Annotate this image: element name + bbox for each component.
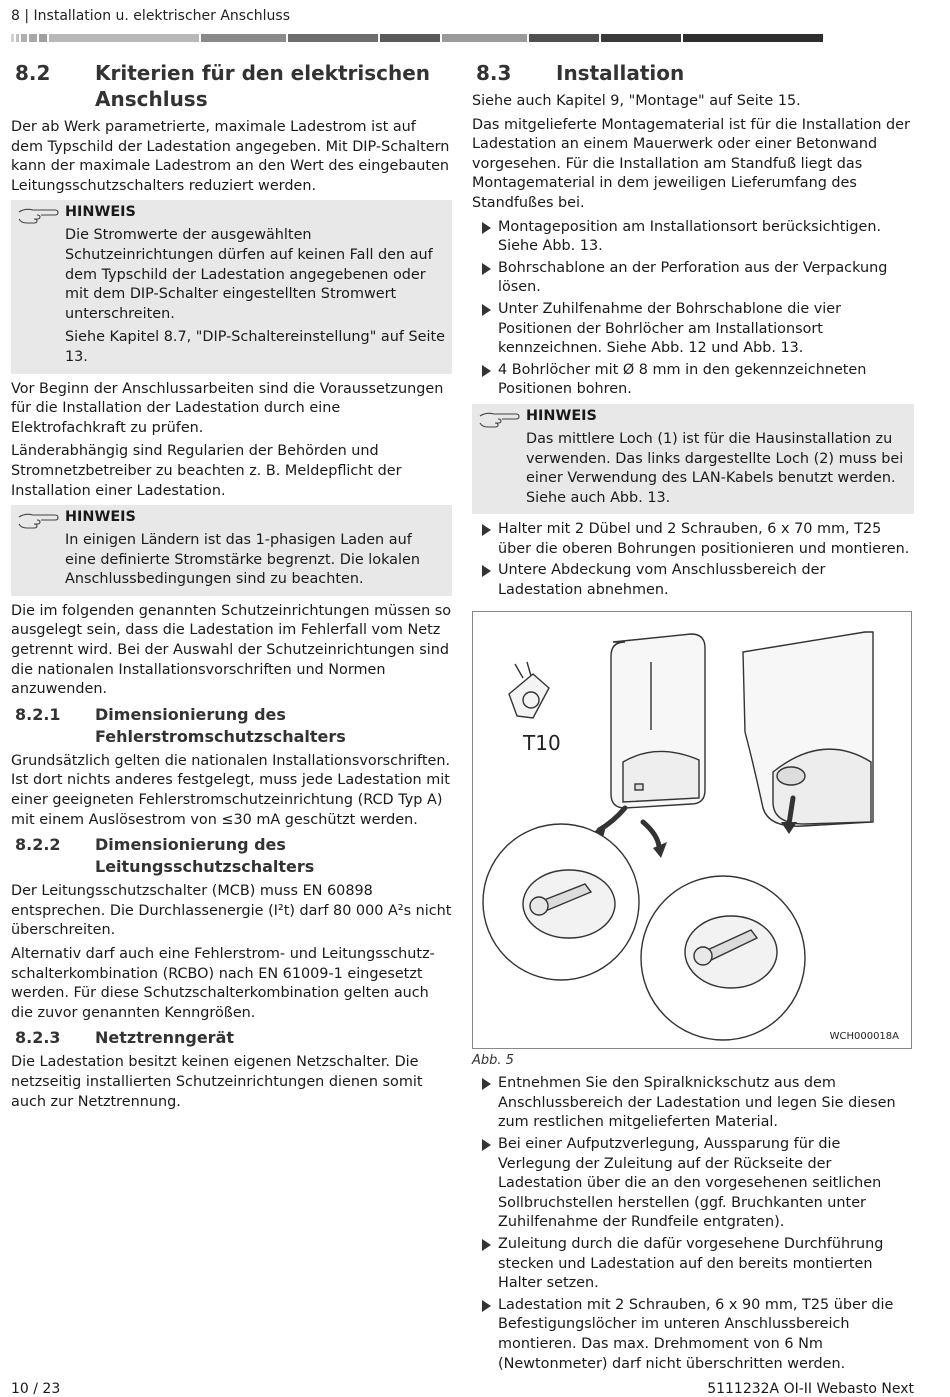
- figure-code: WCH000018A: [829, 1030, 899, 1042]
- bullet-triangle-icon: [482, 263, 491, 275]
- steps-list-3: [472, 1074, 914, 1374]
- list-item: Ladestation mit 2 Schrauben, 6 x 90 mm, T25 über die Befestigungslöcher im unteren Anschlussbereich montieren. Das max. Drehmoment von 6 Nm (Newtonmeter) darf nicht überschritten werden.: [472, 1296, 914, 1374]
- list-item: 4 Bohrlöcher mit Ø 8 mm in den gekennzeichneten Positionen bohren.: [472, 361, 914, 400]
- note-3-title: HINWEIS: [526, 407, 597, 424]
- header-title: Installation u. elektrischer Anschluss: [33, 8, 291, 24]
- tool-label: T10: [523, 730, 561, 755]
- list-item: Untere Abdeckung vom Anschlussbereich der Ladestation abnehmen.: [472, 561, 914, 600]
- bullet-triangle-icon: [482, 222, 491, 234]
- torx-tool-icon: [509, 662, 549, 718]
- s821-paragraph-1: Grundsätzlich gelten die nationalen Installationsvorschriften. Ist dort nichts anderes festgelegt, muss jede Ladestation mit einer geeigneten Fehlerstromschutzeinrichtung (RCD Typ A) mit einem Auslösestrom von ≤30 mA geschützt werden.: [11, 752, 451, 828]
- s822-paragraph-2: Alternativ darf auch eine Fehlerstrom- und Leitungsschutz-schalterkombination (RCBO) nach EN 61009-1 eingesetzt werden. Für diese Schutzschalterkombination gelten auch die zuvor genannten Kenngrößen.: [11, 946, 435, 1021]
- list-item: Unter Zuhilfenahme der Bohrschablone die vier Positionen der Bohrlöcher am Installationsort kennzeichnen. Siehe Abb. 12 und Abb. 13.: [472, 300, 914, 359]
- bullet-triangle-icon: [482, 304, 491, 316]
- note-box-1: [11, 200, 452, 373]
- section-8-3-heading: 8.3 Installation: [476, 61, 685, 85]
- steps-list-1: [472, 218, 914, 400]
- steps-list-2: [472, 520, 914, 600]
- note-1-text: Die Stromwerte der ausgewählten Schutzeinrichtungen dürfen auf keinen Fall den auf dem Typschild der Ladestation angegebenen oder mit dem DIP-Schalter eingestellten Stromwert unterschreiten.: [65, 227, 433, 322]
- bullet-triangle-icon: [482, 524, 491, 536]
- footer-document-id: 5111232A OI-II Webasto Next: [707, 1381, 914, 1397]
- s822-paragraph-1: Der Leitungsschutzschalter (MCB) muss EN 60898 entsprechen. Die Durchlassenergie (I²t) darf 80 000 A²s nicht überschreiten.: [11, 883, 452, 939]
- section-8-2-2-heading: 8.2.2 Dimensionierung des Leitungsschutzschalters: [15, 835, 315, 877]
- section-8-2-heading: 8.2 Kriterien für den elektrischen Anschluss: [15, 61, 431, 111]
- pointing-hand-icon: [478, 408, 522, 430]
- detail-circle-right: [641, 876, 805, 1040]
- note-1-title: HINWEIS: [65, 204, 136, 221]
- s82-paragraph-1: Der ab Werk parametrierte, maximale Ladestrom ist auf dem Typschild der Ladestation angegeben. Mit DIP-Schaltern kann der maximale Ladestrom an den Wert des eingebauten Leitungsschutzschalters reduziert werden.: [11, 119, 450, 194]
- note-box-2: [11, 505, 452, 596]
- section-8-2-3-heading: 8.2.3 Netztrenngerät: [15, 1028, 235, 1048]
- header-decor-bar: [11, 34, 914, 42]
- list-item: Zuleitung durch die dafür vorgesehene Durchführung stecken und Ladestation auf den bereits montierten Halter setzen.: [472, 1235, 914, 1294]
- header-separator: |: [24, 8, 30, 24]
- page-header: [11, 8, 290, 24]
- note-1-reference: Siehe Kapitel 8.7, "DIP-Schaltereinstellung" auf Seite 13.: [65, 329, 445, 365]
- s82-paragraph-2: Vor Beginn der Anschlussarbeiten sind die Voraussetzungen für die Installation der Ladestation durch eine Elektrofachkraft zu prüfen.: [11, 380, 444, 436]
- figure-abb-5: [472, 611, 912, 1049]
- bullet-triangle-icon: [482, 365, 491, 377]
- figure-caption: Abb. 5: [472, 1052, 514, 1068]
- bullet-triangle-icon: [482, 1300, 491, 1312]
- footer-page-number: 10 / 23: [11, 1381, 61, 1397]
- note-2-title: HINWEIS: [65, 509, 136, 526]
- s83-paragraph-1: Siehe auch Kapitel 9, "Montage" auf Seite 15.: [472, 93, 801, 109]
- list-item: Montageposition am Installationsort berücksichtigen. Siehe Abb. 13.: [472, 218, 914, 257]
- pointing-hand-icon: [17, 509, 61, 531]
- s83-paragraph-2: Das mitgelieferte Montagematerial ist für die Installation der Ladestation an einem Mauerwerk oder einer Betonwand vorgesehen. Für die Installation am Standfuß liegt das Montagematerial in dem jeweiligen Lieferumfang des Standfußes bei.: [472, 116, 910, 211]
- section-8-2-1-heading: 8.2.1 Dimensionierung des Fehlerstromschutzschalters: [15, 704, 346, 746]
- s82-paragraph-3: Länderabhängig sind Regularien der Behörden und Stromnetzbetreiber zu beachten z. B. Meldepflicht der Installation einer Ladestation.: [11, 443, 402, 499]
- s823-paragraph-1: Die Ladestation besitzt keinen eigenen Netzschalter. Die netzseitig installierten Schutzeinrichtungen dienen somit auch zur Netztrennung.: [11, 1054, 423, 1110]
- note-3-text: Das mittlere Loch (1) ist für die Hausinstallation zu verwenden. Das links dargestellte Loch (2) muss bei einer Verwendung des LAN-Kabels benutzt werden. Siehe auch Abb. 13.: [526, 430, 904, 506]
- note-2-text: In einigen Ländern ist das 1-phasigen Laden auf eine definierte Stromstärke begrenzt. Die lokalen Anschlussbedingungen sind zu beachten.: [65, 532, 420, 588]
- note-box-3: [472, 404, 914, 514]
- bullet-triangle-icon: [482, 1078, 491, 1090]
- header-page-number: 8: [11, 8, 20, 24]
- bullet-triangle-icon: [482, 565, 491, 577]
- list-item: Bohrschablone an der Perforation aus der Verpackung lösen.: [472, 259, 914, 298]
- installation-illustration: [473, 612, 911, 1048]
- list-item: Bei einer Aufputzverlegung, Aussparung für die Verlegung der Zuleitung auf der Rückseite der Ladestation über die an den vorgesehenen seitlichen Sollbruchstellen herstellen (ggf. Bruchkanten unter Zuhilfenahme der Rundfeile entgraten).: [472, 1135, 914, 1233]
- list-item: Entnehmen Sie den Spiralknickschutz aus dem Anschlussbereich der Ladestation und legen Sie diesen zum restlichen mitgelieferten Material.: [472, 1074, 914, 1133]
- list-item: Halter mit 2 Dübel und 2 Schrauben, 6 x 70 mm, T25 über die oberen Bohrungen positionieren und montieren.: [472, 520, 914, 559]
- detail-circle-left: [483, 824, 639, 980]
- right-column: [472, 60, 914, 1378]
- pointing-hand-icon: [17, 204, 61, 226]
- bullet-triangle-icon: [482, 1239, 491, 1251]
- left-column: [11, 60, 452, 1116]
- bullet-triangle-icon: [482, 1139, 491, 1151]
- s82-paragraph-4: Die im folgenden genannten Schutzeinrichtungen müssen so ausgelegt sein, dass die Ladestation im Fehlerfall vom Netz getrennt wird. Bei der Auswahl der Schutzeinrichtungen sind die nationalen Installationsvorschriften und Normen anzuwenden.: [11, 602, 452, 698]
